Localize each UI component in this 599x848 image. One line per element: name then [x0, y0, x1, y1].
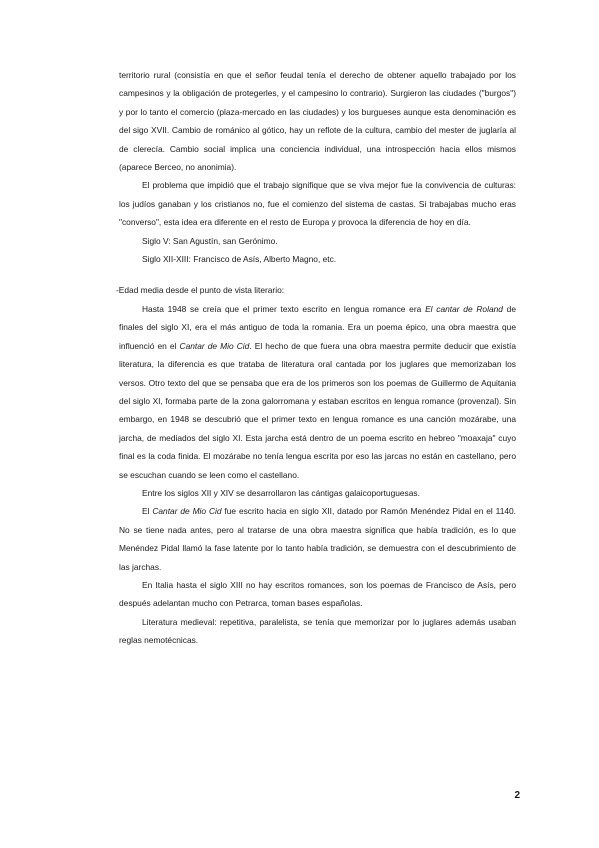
page-number: 2 [514, 790, 520, 801]
title-cantar-de-mio-cid: Cantar de Mio Cid [152, 506, 222, 517]
paragraph-literatura-medieval: Literatura medieval: repetitiva, paralelista, se tenía que memorizar por lo juglares además usaban reglas nemotécnicas. [119, 616, 516, 646]
paragraph-feudal: territorio rural (consistía en que el señor feudal tenía el derecho de obtener aquello trabajado por los campesinos y la obligación de protegerles, y el campesino lo contrario). Surgieron las ciudades ("burgos") y por lo tanto el comercio (plaza-mercado en las ciudades) y los burgueses aunque esta denominación es del sigo XVII. Cambio de románico al gótico, hay un reflote de la cultura, cambio del mester de juglaría al de clerecía. Cambio social implica una conciencia individual, una introspección hacia ellos mismos (aparece Berceo, no anonimia). [119, 70, 516, 173]
title-cantar-de-mio-cid: Cantar de Mio Cid [179, 340, 250, 351]
text-run: fue escrito hacia en siglo XII, datado por Ramón Menéndez Pidal en el 1140. No se tiene nada antes, pero al tratarse de una obra maestra significa que había tradición, es lo que Menéndez Pidal llamó la fase latente por lo tanto había tradición, se demuestra con el descubrimiento de las jarchas. [119, 506, 517, 572]
paragraph-italia: En Italia hasta el siglo XIII no hay escritos romances, son los poemas de Francisco de Asís, pero después adelantan mucho con Petrarca, toman bases españolas. [119, 579, 516, 609]
text-run: Hasta 1948 se creía que el primer texto escrito en lengua romance era [142, 303, 426, 314]
body-text [116, 66, 517, 650]
spacer [119, 268, 516, 281]
paragraph-cantigas: Entre los siglos XII y XIV se desarrollaron las cántigas galaicoportuguesas. [142, 487, 420, 498]
text-run: . El hecho de que fuera una obra maestra permite deducir que existía literatura, la diferencia es que trataba de literatura oral cantada por los juglares que memorizaban los versos. Otro texto del que se pensaba que era de los primeros son los poemas de Guillermo de Aquitania del siglo XI, formaba parte de la zona galorromana y estaban escritos en lengua romance (provenzal). Sin embargo, en 1948 se descubrió que el primer texto en lengua romance es una canción mozárabe, una jarcha, de mediados del siglo XI. Esta jarcha está dentro de un poema escrito en hebreo "moaxaja" cuyo final es la coda finida. El mozárabe no tenía lengua escrita por eso las jarcas no están en castellano, pero se escuchan cuando se leen como el castellano. [119, 340, 517, 480]
title-cantar-de-roland: El cantar de Roland [425, 303, 503, 314]
section-heading: -Edad media desde el punto de vista literario: [116, 285, 285, 296]
paragraph-castas: El problema que impidió que el trabajo signifique que se viva mejor fue la convivencia de culturas: los judíos ganaban y los cristianos no, fue el comienzo del sistema de castas. Si trabajabas mucho eras "converso", esta idea era diferente en el resto de Europa y provoca la diferencia de hoy en día. [119, 180, 516, 228]
text-run: de finales del siglo XI, era el más antiguo de toda la romania. Era un poema épico, una obra maestra que influenció en el [119, 303, 516, 351]
line-siglo-xii-xiii: Siglo XII-XIII: Francisco de Asís, Alberto Magno, etc. [142, 254, 337, 265]
line-siglo-v: Siglo V: San Agustín, san Gerónimo. [142, 235, 278, 246]
paragraph-mio-cid [119, 502, 516, 576]
paragraph-1948 [119, 300, 516, 484]
text-run: El [142, 506, 153, 517]
